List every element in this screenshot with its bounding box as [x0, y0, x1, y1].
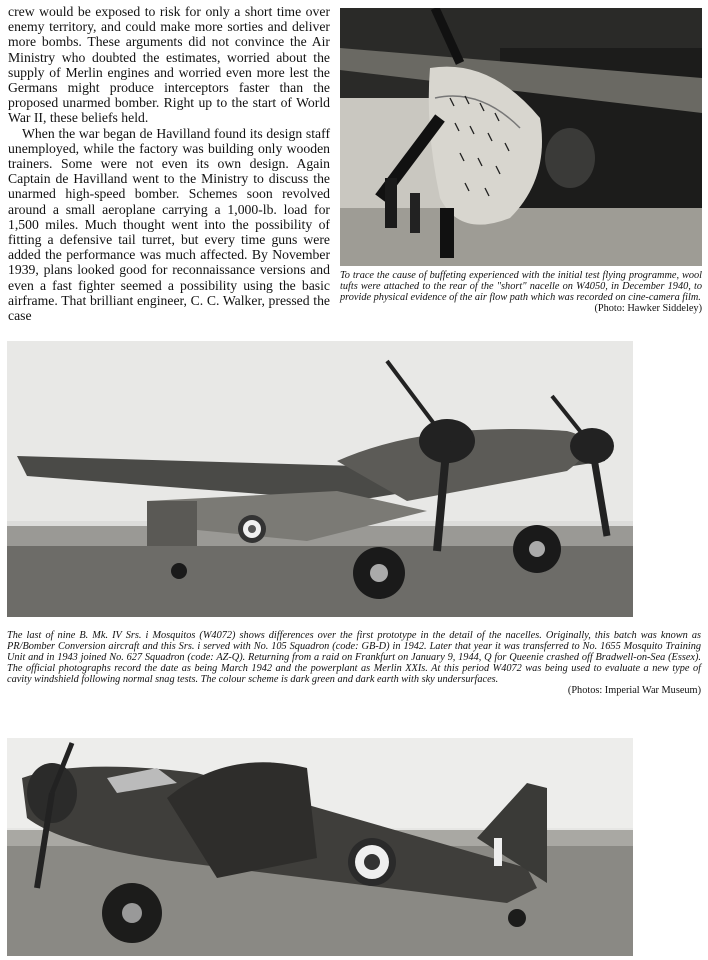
- article-paragraph: crew would be exposed to risk for only a short time over enemy territory, and could make more sorties and deliver more bombs. These arguments did not convince the Air Ministry who doubted the estimates, worried about the supply of Merlin engines and worried even more lest the Germans might produce interceptors faster than the proposed unarmed bomber. Right up to the start of World War II, these beliefs held.: [8, 4, 330, 126]
- photo-credit: (Photos: Imperial War Museum): [567, 684, 701, 696]
- nacelle-wool-tufts-photo: [340, 8, 702, 266]
- caption-text: To trace the cause of buffeting experienced with the initial test flying programme, wool tufts were attached to the rear of the "short" nacelle on W4050, in December 1940, to provide physical evidence of the air flow path which was recorded on cine-camera film.: [340, 270, 702, 303]
- article-paragraph: When the war began de Havilland found its design staff unemployed, while the factory was building only wooden trainers. Some were not even its own design. Again Captain de Havilland went to the Ministry to discuss the unarmed high-speed bomber. Schemes soon revolved around a small aeroplane carrying a 1,000-lb. load for 1,500 miles. Much thought went into the possibility of fitting a defensive tail turret, but every time guns were added the performance was much affected. By November 1939, plans looked good for reconnaissance versions and even a fast fighter seemed a possibility using the basic airframe. That brilliant engineer, C. C. Walker, pressed the case: [8, 125, 330, 324]
- middle-photo-caption: [7, 631, 701, 696]
- article-body: [8, 4, 330, 323]
- mosquito-w4072-photo: [7, 341, 633, 617]
- caption-text: The last of nine B. Mk. IV Srs. i Mosquitos (W4072) shows differences over the first prototype in the detail of the nacelles. Originally, this batch was known as PR/Bomber Conversion aircraft and this Srs. i served with No. 105 Squadron (code: GB-D) in 1942. Later that year it was transferred to No. 1655 Mosquito Training Unit and in 1943 joined No. 627 Squadron (code: AZ-Q). Returning from a raid on Frankfurt on January 9, 1944, Q for Queenie crashed off Bradwell-on-Sea (Essex). The official photographs record the date as being March 1942 and the powerplant as Merlin XXIs. At this period W4072 was being used to evaluate a new type of cavity windshield following normal snag tests. The colour scheme is dark green and dark earth with sky undersurfaces.: [7, 630, 701, 685]
- top-photo-caption: [340, 271, 702, 315]
- photo-credit: (Photo: Hawker Siddeley): [594, 302, 702, 314]
- mosquito-side-view-photo: [7, 738, 633, 956]
